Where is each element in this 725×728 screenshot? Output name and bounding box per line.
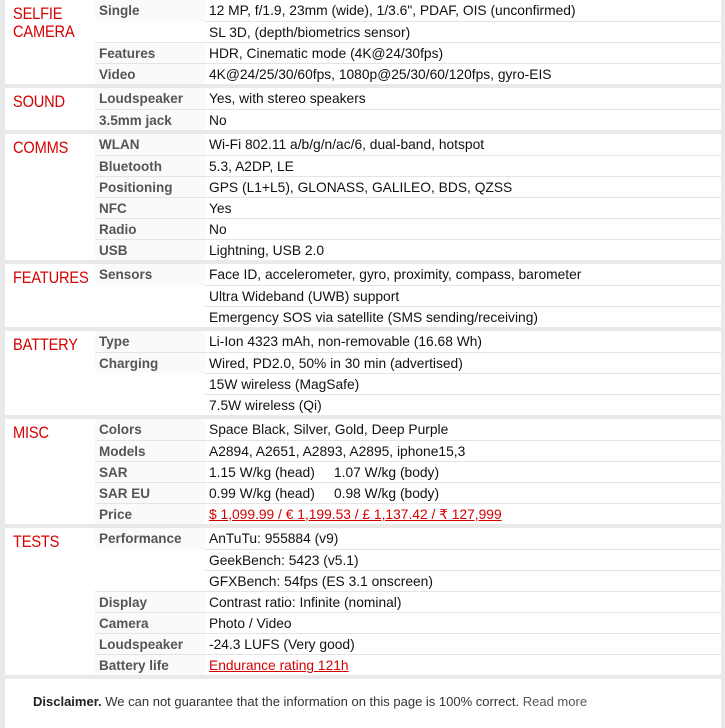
spec-value-link[interactable]: Endurance rating 121h — [209, 658, 349, 673]
spec-value: Li-Ion 4323 mAh, non-removable (16.68 Wh) — [209, 334, 483, 349]
spec-label — [95, 373, 205, 394]
spec-label[interactable]: SAR — [95, 461, 205, 482]
spec-row — [5, 42, 721, 63]
spec-value: GFXBench: 54fps (ES 3.1 onscreen) — [205, 570, 721, 591]
spec-row — [5, 461, 721, 482]
spec-value: 5.3, A2DP, LE — [205, 155, 721, 176]
spec-row — [5, 134, 721, 155]
spec-row — [5, 63, 721, 84]
spec-value: 7.5W wireless (Qi) — [205, 394, 721, 415]
spec-label[interactable]: Features — [95, 42, 205, 63]
spec-label[interactable]: USB — [95, 239, 205, 260]
spec-value: Emergency SOS via satellite (SMS sending/receiving) — [205, 306, 721, 327]
spec-row — [5, 285, 721, 306]
section-title[interactable] — [13, 424, 85, 442]
spec-label[interactable]: WLAN — [95, 134, 205, 155]
section-title-line: SELFIE — [13, 4, 63, 23]
spec-value: Wired, PD2.0, 50% in 30 min (advertised) — [205, 352, 721, 373]
specs-table — [5, 0, 721, 679]
spec-value: 15W wireless (MagSafe) — [205, 373, 721, 394]
spec-value: Lightning, USB 2.0 — [205, 239, 721, 260]
spec-value: GPS (L1+L5), GLONASS, GALILEO, BDS, QZSS — [205, 176, 721, 197]
spec-value: AnTuTu: 955884 (v9) — [209, 531, 339, 546]
disclaimer-title: Disclaimer. — [33, 694, 102, 709]
spec-value-link[interactable]: $ 1,099.99 / € 1,199.53 / £ 1,137.42 / ₹ 127,999 — [209, 507, 502, 522]
spec-value: No — [205, 218, 721, 239]
spec-label[interactable]: Camera — [95, 612, 205, 633]
spec-section-sound — [5, 88, 721, 134]
spec-row — [5, 570, 721, 591]
spec-value: GeekBench: 5423 (v5.1) — [205, 549, 721, 570]
spec-value: Contrast ratio: Infinite (nominal) — [205, 591, 721, 612]
spec-label[interactable]: Radio — [95, 218, 205, 239]
spec-row — [5, 440, 721, 461]
section-title[interactable] — [13, 139, 85, 157]
spec-value: 0.99 W/kg (head) 0.98 W/kg (body) — [205, 482, 721, 503]
spec-value — [205, 503, 721, 524]
spec-label[interactable]: SAR EU — [95, 482, 205, 503]
spec-label[interactable]: Price — [95, 503, 205, 524]
section-title[interactable] — [13, 336, 85, 354]
spec-row — [5, 155, 721, 176]
spec-section-tests — [5, 528, 721, 679]
spec-value: Photo / Video — [205, 612, 721, 633]
spec-row — [5, 394, 721, 415]
spec-label[interactable]: Display — [95, 591, 205, 612]
spec-value: -24.3 LUFS (Very good) — [205, 633, 721, 654]
spec-label — [95, 285, 205, 306]
spec-row — [5, 264, 721, 285]
spec-value: Yes — [205, 197, 721, 218]
spec-row — [5, 503, 721, 524]
section-title[interactable] — [13, 93, 85, 111]
disclaimer-text: We can not guarantee that the information on this page is 100% correct. — [101, 694, 523, 709]
spec-value: Face ID, accelerometer, gyro, proximity, compass, barometer — [209, 267, 582, 282]
spec-label[interactable]: Loudspeaker — [95, 88, 205, 109]
spec-value — [205, 654, 721, 675]
spec-row — [5, 612, 721, 633]
spec-section-selfie-camera — [5, 0, 721, 88]
spec-label[interactable]: NFC — [95, 197, 205, 218]
spec-value: 12 MP, f/1.9, 23mm (wide), 1/3.6", PDAF, OIS (unconfirmed) — [209, 3, 576, 18]
section-title[interactable] — [13, 268, 89, 287]
spec-row — [5, 331, 721, 352]
spec-label[interactable]: Video — [95, 63, 205, 84]
spec-value: SL 3D, (depth/biometrics sensor) — [205, 21, 721, 42]
spec-row — [5, 528, 721, 549]
spec-value: Yes, with stereo speakers — [209, 91, 366, 106]
spec-label[interactable]: Charging — [95, 352, 205, 373]
spec-row — [5, 197, 721, 218]
spec-value: Space Black, Silver, Gold, Deep Purple — [209, 422, 449, 437]
section-title[interactable] — [13, 533, 85, 551]
spec-row — [5, 306, 721, 327]
spec-value: 4K@24/25/30/60fps, 1080p@25/30/60/120fps, gyro-EIS — [205, 63, 721, 84]
spec-section-features — [5, 264, 721, 331]
spec-value: A2894, A2651, A2893, A2895, iphone15,3 — [205, 440, 721, 461]
section-title-line: MISC — [13, 423, 49, 442]
disclaimer — [5, 679, 721, 728]
spec-label[interactable]: Single — [95, 0, 205, 21]
spec-label[interactable]: Positioning — [95, 176, 205, 197]
section-title[interactable] — [13, 5, 85, 41]
spec-label — [95, 549, 205, 570]
spec-row — [5, 482, 721, 503]
spec-row — [5, 549, 721, 570]
spec-label[interactable]: 3.5mm jack — [95, 109, 205, 130]
spec-row — [5, 21, 721, 42]
section-title-line: BATTERY — [13, 335, 78, 354]
spec-label[interactable]: Performance — [95, 528, 205, 549]
spec-row — [5, 176, 721, 197]
spec-row — [5, 218, 721, 239]
spec-label — [95, 21, 205, 42]
spec-row — [5, 373, 721, 394]
spec-section-misc — [5, 419, 721, 528]
spec-value: Wi-Fi 802.11 a/b/g/n/ac/6, dual-band, hotspot — [209, 137, 485, 152]
spec-label — [95, 394, 205, 415]
spec-row — [5, 419, 721, 440]
spec-row — [5, 88, 721, 109]
spec-row — [5, 239, 721, 260]
section-title-line: CAMERA — [13, 22, 75, 41]
spec-section-battery — [5, 331, 721, 419]
spec-label[interactable]: Colors — [95, 419, 205, 440]
spec-row — [5, 352, 721, 373]
read-more-link[interactable]: Read more — [522, 694, 588, 709]
section-title-line: FEATURES — [13, 268, 89, 287]
spec-section-comms — [5, 134, 721, 264]
spec-label — [95, 570, 205, 591]
spec-label[interactable]: Type — [95, 331, 205, 352]
spec-label — [95, 306, 205, 327]
spec-row — [5, 109, 721, 130]
spec-row — [5, 591, 721, 612]
spec-value: No — [205, 109, 721, 130]
spec-value: Ultra Wideband (UWB) support — [205, 285, 721, 306]
spec-label[interactable]: Models — [95, 440, 205, 461]
section-title-line: TESTS — [13, 532, 60, 551]
spec-value: 1.15 W/kg (head) 1.07 W/kg (body) — [205, 461, 721, 482]
spec-label[interactable]: Bluetooth — [95, 155, 205, 176]
spec-label[interactable]: Sensors — [95, 264, 205, 285]
section-title-line: COMMS — [13, 138, 69, 157]
spec-value: HDR, Cinematic mode (4K@24/30fps) — [205, 42, 721, 63]
spec-label[interactable]: Loudspeaker — [95, 633, 205, 654]
spec-row — [5, 654, 721, 675]
spec-row — [5, 0, 721, 21]
spec-label[interactable]: Battery life — [95, 654, 205, 675]
section-title-line: SOUND — [13, 92, 65, 111]
spec-row — [5, 633, 721, 654]
